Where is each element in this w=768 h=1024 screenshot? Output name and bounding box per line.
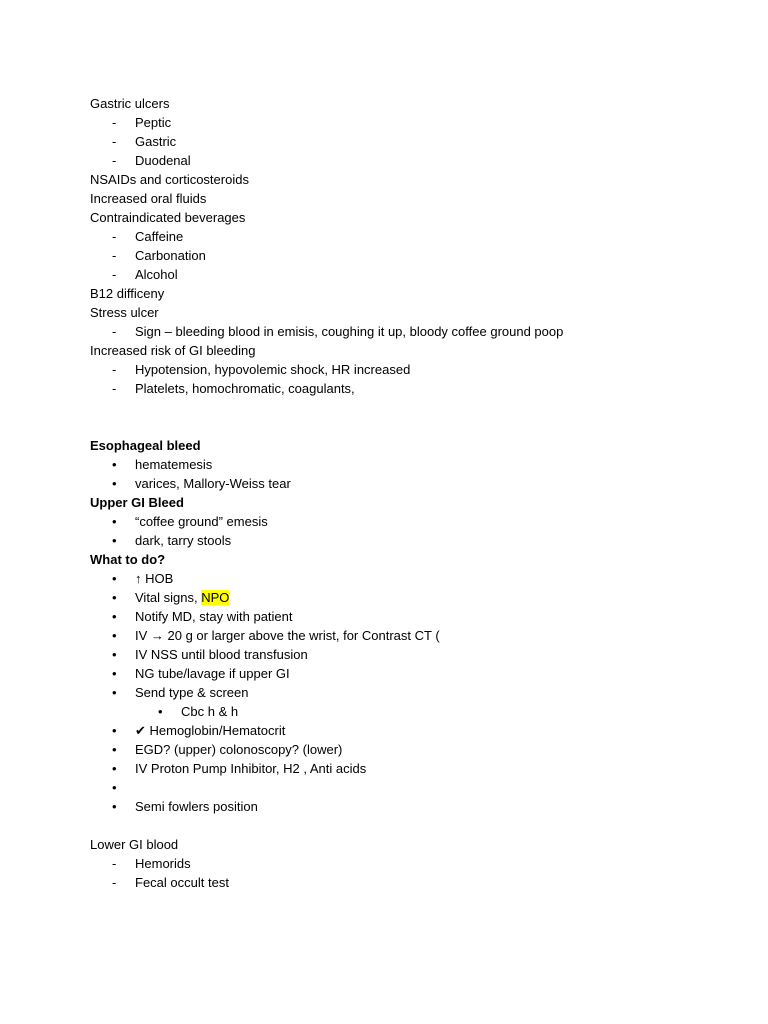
list-item: - Platelets, homochromatic, coagulants, <box>112 381 355 396</box>
list-item: • Notify MD, stay with patient <box>112 609 293 624</box>
bullet-marker: • <box>112 761 117 776</box>
dash-marker: - <box>112 381 117 396</box>
text-line-nsaids: NSAIDs and corticosteroids <box>90 172 249 187</box>
list-item-nested: • Cbc h & h <box>158 704 239 719</box>
dash-marker: - <box>112 875 117 890</box>
list-item: - Fecal occult test <box>112 875 229 890</box>
bullet-marker: • <box>112 685 117 700</box>
notes-body <box>90 94 730 892</box>
bullet-marker: • <box>112 609 117 624</box>
bullet-marker: • <box>112 780 117 795</box>
heading-lower-gi-blood: Lower GI blood <box>90 837 179 852</box>
dash-marker: - <box>112 856 117 871</box>
list-item: • “coffee ground” emesis <box>112 514 268 529</box>
heading-stress-ulcer: Stress ulcer <box>90 305 159 320</box>
spacer <box>90 398 730 436</box>
bullet-marker: • <box>112 723 117 738</box>
bullet-marker: • <box>112 742 117 757</box>
list-item: • Semi fowlers position <box>112 799 258 814</box>
bullet-marker: • <box>112 666 117 681</box>
list-item: • NG tube/lavage if upper GI <box>112 666 290 681</box>
list-item: • EGD? (upper) colonoscopy? (lower) <box>112 742 343 757</box>
bullet-marker: • <box>112 533 117 548</box>
list-item: • IV NSS until blood transfusion <box>112 647 308 662</box>
bullet-marker: • <box>112 799 117 814</box>
dash-marker: - <box>112 229 117 244</box>
list-item: • IV → 20 g or larger above the wrist, for Contrast CT ( <box>112 628 440 643</box>
list-item <box>90 588 730 607</box>
list-item: - Peptic <box>112 115 172 130</box>
list-item: - Caffeine <box>112 229 184 244</box>
list-item: • dark, tarry stools <box>112 533 232 548</box>
vitals-text: Vital signs, <box>135 590 202 605</box>
list-item: - Gastric <box>112 134 177 149</box>
bullet-marker: • <box>112 590 117 605</box>
dash-marker: - <box>112 115 117 130</box>
bullet-marker: • <box>112 647 117 662</box>
list-item: - Carbonation <box>112 248 206 263</box>
list-item: • varices, Mallory-Weiss tear <box>112 476 291 491</box>
list-item: - Alcohol <box>112 267 178 282</box>
highlighted-npo: NPO <box>201 590 230 605</box>
list-item: • ✔ Hemoglobin/Hematocrit <box>112 723 286 738</box>
bullet-marker: • <box>112 514 117 529</box>
dash-marker: - <box>112 153 117 168</box>
list-item: - Duodenal <box>112 153 191 168</box>
list-item: • ↑ HOB <box>112 571 174 586</box>
list-item: • Send type & screen <box>112 685 249 700</box>
heading-what-to-do: What to do? <box>90 552 166 567</box>
heading-gastric-ulcers: Gastric ulcers <box>90 96 170 111</box>
heading-increased-risk: Increased risk of GI bleeding <box>90 343 256 358</box>
dash-marker: - <box>112 267 117 282</box>
list-item: • hematemesis <box>112 457 213 472</box>
list-item: - Sign – bleeding blood in emisis, coughing it up, bloody coffee ground poop <box>112 324 564 339</box>
text-line-fluids: Increased oral fluids <box>90 191 207 206</box>
spacer <box>90 816 730 835</box>
heading-esophageal-bleed: Esophageal bleed <box>90 438 201 453</box>
bullet-marker: • <box>112 571 117 586</box>
bullet-marker: • <box>112 476 117 491</box>
heading-upper-gi-bleed: Upper GI Bleed <box>90 495 184 510</box>
list-item-empty <box>90 778 730 797</box>
heading-contraindicated-beverages: Contraindicated beverages <box>90 210 246 225</box>
text-line-b12: B12 difficeny <box>90 286 165 301</box>
list-item: - Hemorids <box>112 856 191 871</box>
bullet-marker: • <box>158 704 163 719</box>
dash-marker: - <box>112 362 117 377</box>
dash-marker: - <box>112 134 117 149</box>
list-item: • IV Proton Pump Inhibitor, H2 , Anti acids <box>112 761 367 776</box>
dash-marker: - <box>112 324 117 339</box>
list-item: - Hypotension, hypovolemic shock, HR increased <box>112 362 411 377</box>
bullet-marker: • <box>112 457 117 472</box>
bullet-marker: • <box>112 628 117 643</box>
dash-marker: - <box>112 248 117 263</box>
